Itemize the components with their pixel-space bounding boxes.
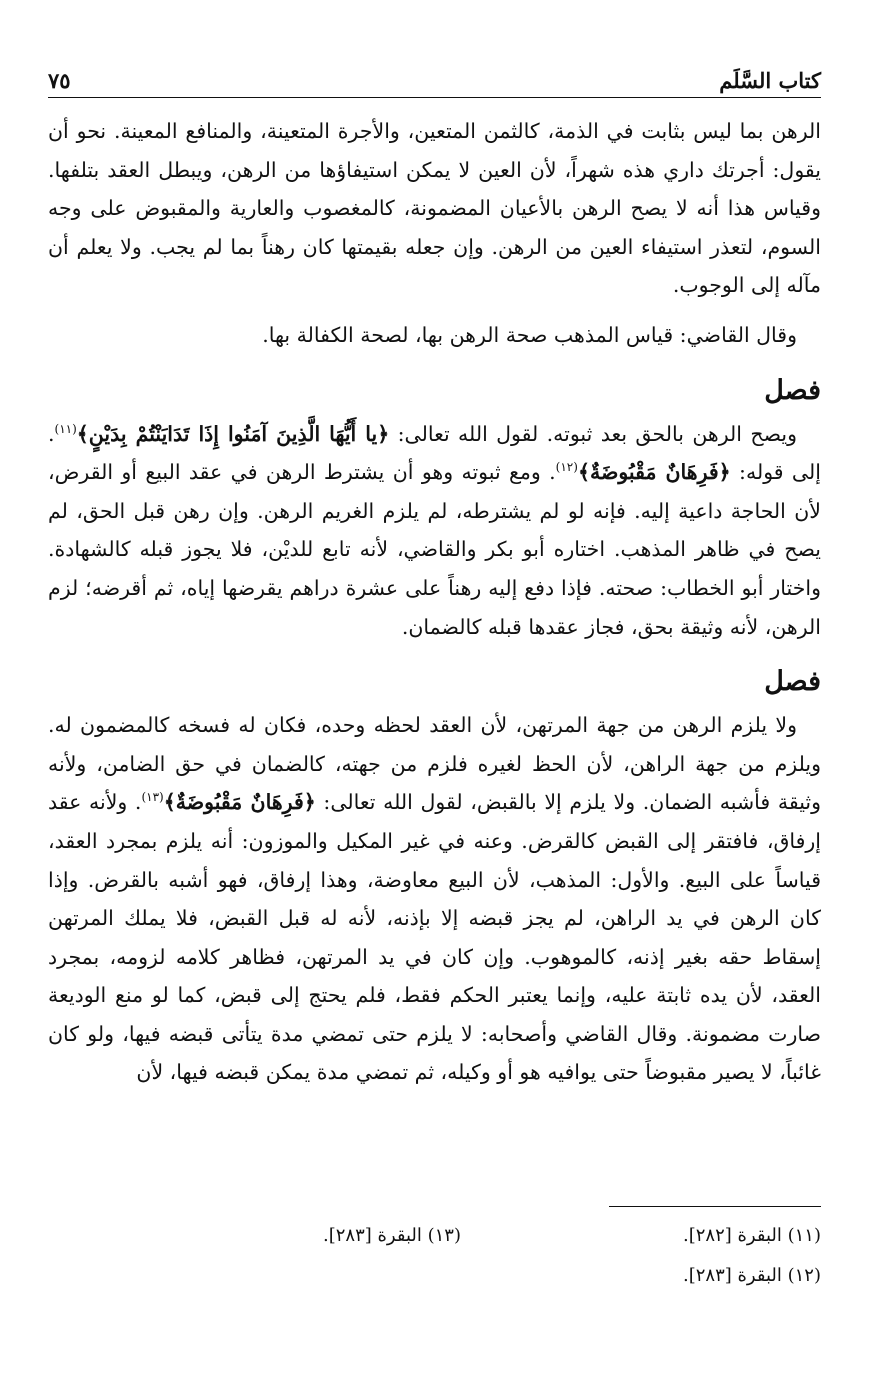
- book-title: كتاب السَّلَم: [719, 68, 821, 93]
- page-body: [48, 112, 821, 1092]
- quran-quote-3: ﴿فَرِهَانٌ مَقْبُوضَةٌ﴾: [163, 790, 316, 815]
- section-1-paragraph: [48, 415, 821, 647]
- section-1-intro: ويصح الرهن بالحق بعد ثبوته. لقول الله تعالى:: [389, 421, 797, 446]
- page-number: ٧٥: [48, 68, 71, 93]
- section-2-intro: ولا يلزم الرهن من جهة المرتهن، لأن العقد لحظه وحده، فكان له فسخه كالمضمون له. ويلزم من جهة الراهن، لأن الحظ لغيره فلزم من جهته، كالضمان في حق الضامن، ولأنه وثيقة فأشبه الضمان. ولا يلزم إلا بالقبض، لقول الله تعالى:: [48, 713, 821, 815]
- footnote-13: (١٣) البقرة [٢٨٣].: [322, 1225, 461, 1246]
- paragraph-qadi-opinion: وقال القاضي: قياس المذهب صحة الرهن بها، لصحة الكفالة بها.: [262, 322, 797, 347]
- section-2-rest: . ولأنه عقد إرفاق، فافتقر إلى القبض كالقرض. وعنه في غير المكيل والموزون: أنه يلزم بمجرد العقد، قياساً على البيع. والأول: المذهب، لأن البيع معاوضة، وهذا إرفاق، فهو أشبه بالقرض. وإذا كان الرهن في يد الراهن، لم يجز قبضه إلا بإذنه، لأنه له قبل القبض، فلا يملك المرتهن إسقاط حقه بغير إذنه، كالموهوب. وإن كان في يد المرتهن، فظاهر كلامه لزومه، بمجرد العقد، لأن يده ثابتة عليه، وإنما يعتبر الحكم فقط، فلم يحتج إلى قبض، كما لو منع الوديعة صارت مضمونة. وقال القاضي وأصحابه: لا يلزم حتى تمضي مدة يتأتى قبضه فيها، ولو كان غائباً، لا يصير مقبوضاً حتى يوافيه هو أو وكيله، ثم تمضي مدة يمكن قبضه فيها، لأن: [48, 790, 821, 1085]
- footnotes: [48, 1216, 821, 1296]
- footnote-11: (١١) البقرة [٢٨٢].: [682, 1225, 821, 1246]
- paragraph-continuation: الرهن بما ليس بثابت في الذمة، كالثمن المتعين، والأجرة المتعينة، والمنافع المعينة. نحو أن يقول: أجرتك داري هذه شهراً، لأن العين لا يمكن استيفاؤها من الرهن، ويبطل العقد بتلفها. وقياس هذا أنه لا يصح الرهن بالأعيان المضمونة، كالمغصوب والعارية والمقبوض على وجه السوم، لتعذر استيفاء العين من الرهن. وإن جعله بقيمتها كان رهناً بما لم يجب. ولا يعلم أن مآله إلى الوجوب.: [48, 119, 821, 298]
- section-heading-1: فصل: [764, 374, 821, 406]
- section-heading-2: فصل: [764, 666, 821, 698]
- footnote-ref-11: (١١): [54, 421, 77, 436]
- section-2-paragraph: [48, 706, 821, 1092]
- quran-quote-1: ﴿يا أَيُّهَا الَّذِينَ آمَنُوا إِذَا تَدَايَنْتُمْ بِدَيْنٍ﴾: [76, 421, 390, 446]
- section-1-rest: . ومع ثبوته وهو أن يشترط الرهن في عقد البيع أو القرض، لأن الحاجة داعية إليه. فإنه لو لم يشترطه، لم يلزم الغريم الرهن. وإن رهن قبل الحق، لم يصح في ظاهر المذهب. اختاره أبو بكر والقاضي، لأنه تابع للديْن، فلا يجوز قبله كالشهادة. واختار أبو الخطاب: صحته. فإذا دفع إليه رهناً على عشرة دراهم يقرضها إياه، ثم أقرضه؛ لزم الرهن، لأنه وثيقة بحق، فجاز عقدها قبله كالضمان.: [48, 460, 821, 639]
- footnote-row: [48, 1256, 821, 1296]
- section-1-mid: . إلى قوله:: [48, 421, 821, 485]
- quran-quote-2: ﴿فَرِهَانٌ مَقْبُوضَةٌ﴾: [577, 460, 731, 485]
- footnote-ref-13: (١٣): [141, 790, 164, 805]
- footnote-divider: [609, 1206, 821, 1207]
- footnote-ref-12: (١٢): [555, 460, 578, 475]
- footnote-row: [48, 1216, 821, 1256]
- footnote-12: (١٢) البقرة [٢٨٣].: [682, 1265, 821, 1286]
- running-head: [48, 58, 821, 98]
